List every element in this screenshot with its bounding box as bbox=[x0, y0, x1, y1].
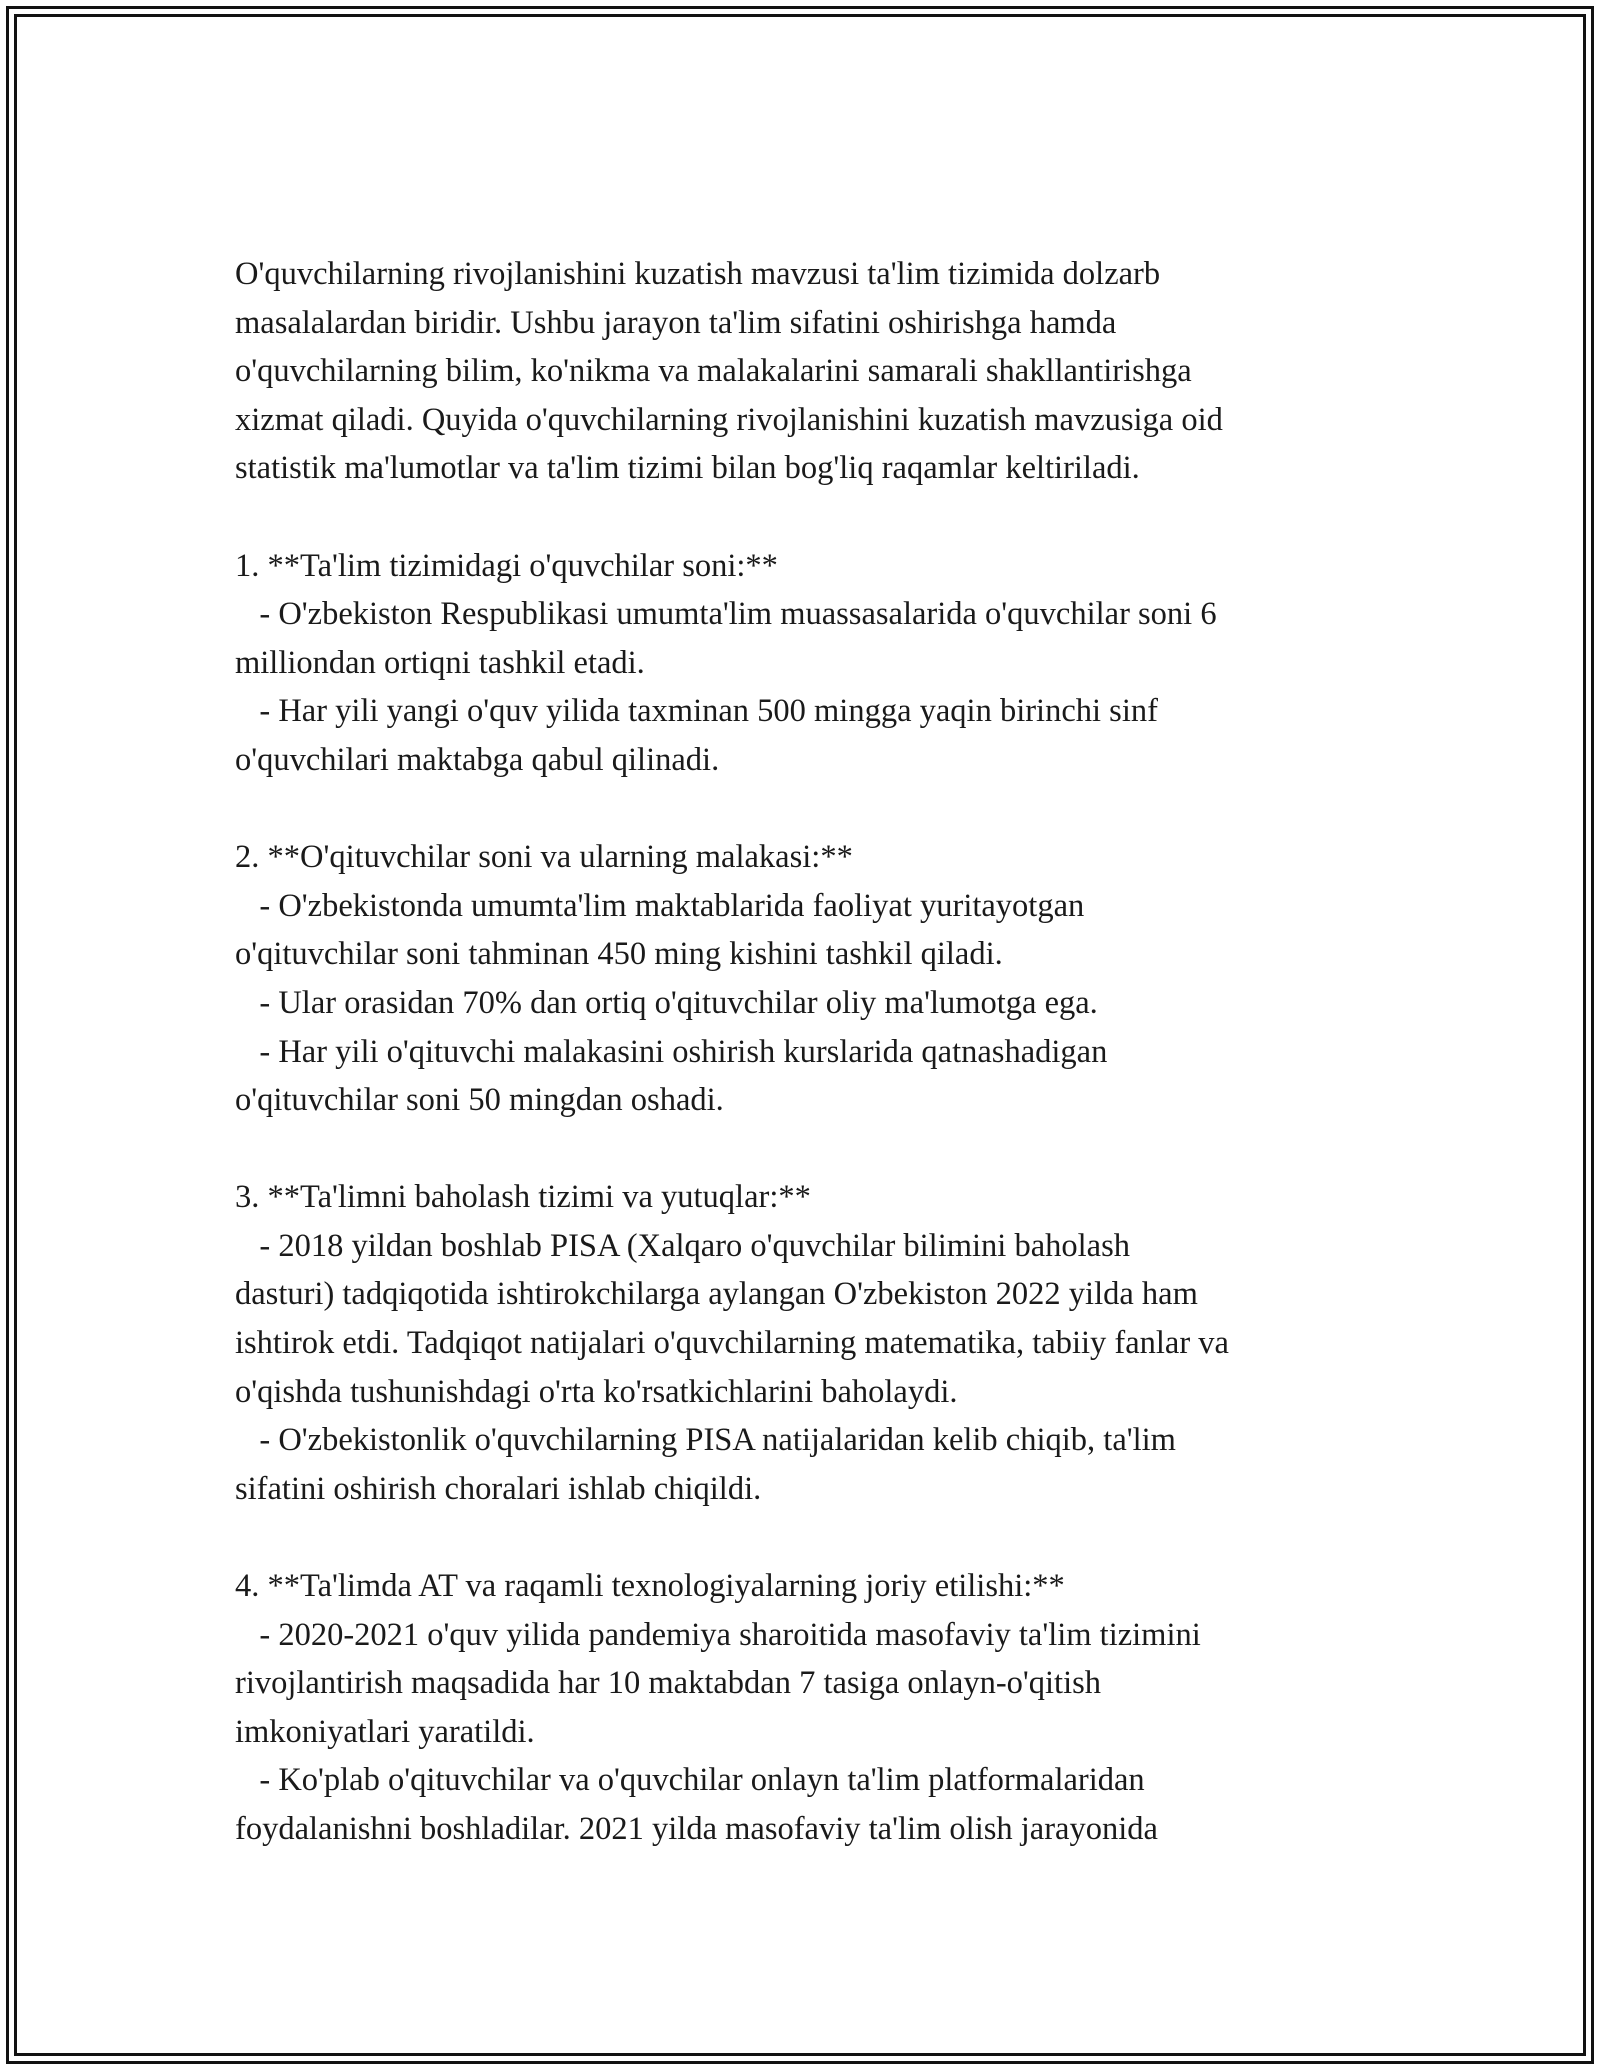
paragraph-spacer bbox=[235, 493, 1370, 542]
text-line: O'quvchilarning rivojlanishini kuzatish mavzusi ta'lim tizimida dolzarb bbox=[235, 256, 1161, 292]
text-line: milliondan ortiqni tashkil etadi. bbox=[235, 644, 645, 681]
text-line: - Har yili yangi o'quv yilida taxminan 500 mingga yaqin birinchi sinf bbox=[235, 693, 1158, 730]
text-line: - O'zbekistonlik o'quvchilarning PISA natijalaridan kelib chiqib, ta'lim bbox=[235, 1422, 1176, 1459]
text-line: - O'zbekistonda umumta'lim maktablarida faoliyat yuritayotgan bbox=[235, 887, 1085, 924]
text-line: imkoniyatlari yaratildi. bbox=[235, 1713, 535, 1750]
section-heading: 3. **Ta'limni baholash tizimi va yutuqlar:** bbox=[235, 1179, 811, 1216]
text-line: foydalanishni boshladilar. 2021 yilda masofaviy ta'lim olish jarayonida bbox=[235, 1811, 1158, 1847]
section-heading: 1. **Ta'lim tizimidagi o'quvchilar soni:** bbox=[235, 547, 778, 584]
intro-paragraph bbox=[235, 250, 1370, 493]
paragraph-spacer bbox=[235, 1125, 1370, 1174]
section-4 bbox=[235, 1562, 1370, 1854]
text-line: o'qituvchilar soni tahminan 450 ming kishini tashkil qiladi. bbox=[235, 936, 1003, 973]
text-line: - Ular orasidan 70% dan ortiq o'qituvchilar oliy ma'lumotga ega. bbox=[235, 984, 1098, 1021]
text-line: sifatini oshirish choralari ishlab chiqildi. bbox=[235, 1470, 762, 1507]
text-line: dasturi) tadqiqotida ishtirokchilarga aylangan O'zbekiston 2022 yilda ham bbox=[235, 1276, 1198, 1313]
text-line: masalalardan biridir. Ushbu jarayon ta'lim sifatini oshirishga hamda bbox=[235, 304, 1117, 341]
section-3 bbox=[235, 1173, 1370, 1513]
text-line: - O'zbekiston Respublikasi umumta'lim muassasalarida o'quvchilar soni 6 bbox=[235, 596, 1217, 633]
paragraph-spacer bbox=[235, 1513, 1370, 1562]
text-line: rivojlantirish maqsadida har 10 maktabdan 7 tasiga onlayn-o'qitish bbox=[235, 1665, 1102, 1702]
text-line: statistik ma'lumotlar va ta'lim tizimi bilan bog'liq raqamlar keltiriladi. bbox=[235, 450, 1140, 487]
section-2 bbox=[235, 833, 1370, 1125]
text-line: - 2018 yildan boshlab PISA (Xalqaro o'quvchilar bilimini baholash bbox=[235, 1227, 1130, 1264]
text-line: - 2020-2021 o'quv yilida pandemiya sharoitida masofaviy ta'lim tizimini bbox=[235, 1616, 1201, 1653]
text-line: xizmat qiladi. Quyida o'quvchilarning rivojlanishini kuzatish mavzusiga oid bbox=[235, 401, 1223, 438]
section-heading: 4. **Ta'limda AT va raqamli texnologiyalarning joriy etilishi:** bbox=[235, 1568, 1065, 1605]
text-line: o'quvchilari maktabga qabul qilinadi. bbox=[235, 741, 720, 778]
text-line: o'qishda tushunishdagi o'rta ko'rsatkichlarini baholaydi. bbox=[235, 1373, 958, 1410]
text-line: o'qituvchilar soni 50 mingdan oshadi. bbox=[235, 1082, 724, 1119]
text-line: o'quvchilarning bilim, ko'nikma va malakalarini samarali shakllantirishga bbox=[235, 353, 1192, 390]
text-line: - Ko'plab o'qituvchilar va o'quvchilar onlayn ta'lim platformalaridan bbox=[235, 1762, 1145, 1799]
section-1 bbox=[235, 542, 1370, 785]
paragraph-spacer bbox=[235, 785, 1370, 834]
text-line: - Har yili o'qituvchi malakasini oshirish kurslarida qatnashadigan bbox=[235, 1033, 1108, 1070]
text-line: ishtirok etdi. Tadqiqot natijalari o'quvchilarning matematika, tabiiy fanlar va bbox=[235, 1325, 1229, 1362]
section-heading: 2. **O'qituvchilar soni va ularning malakasi:** bbox=[235, 839, 853, 876]
document-body bbox=[235, 250, 1370, 1854]
